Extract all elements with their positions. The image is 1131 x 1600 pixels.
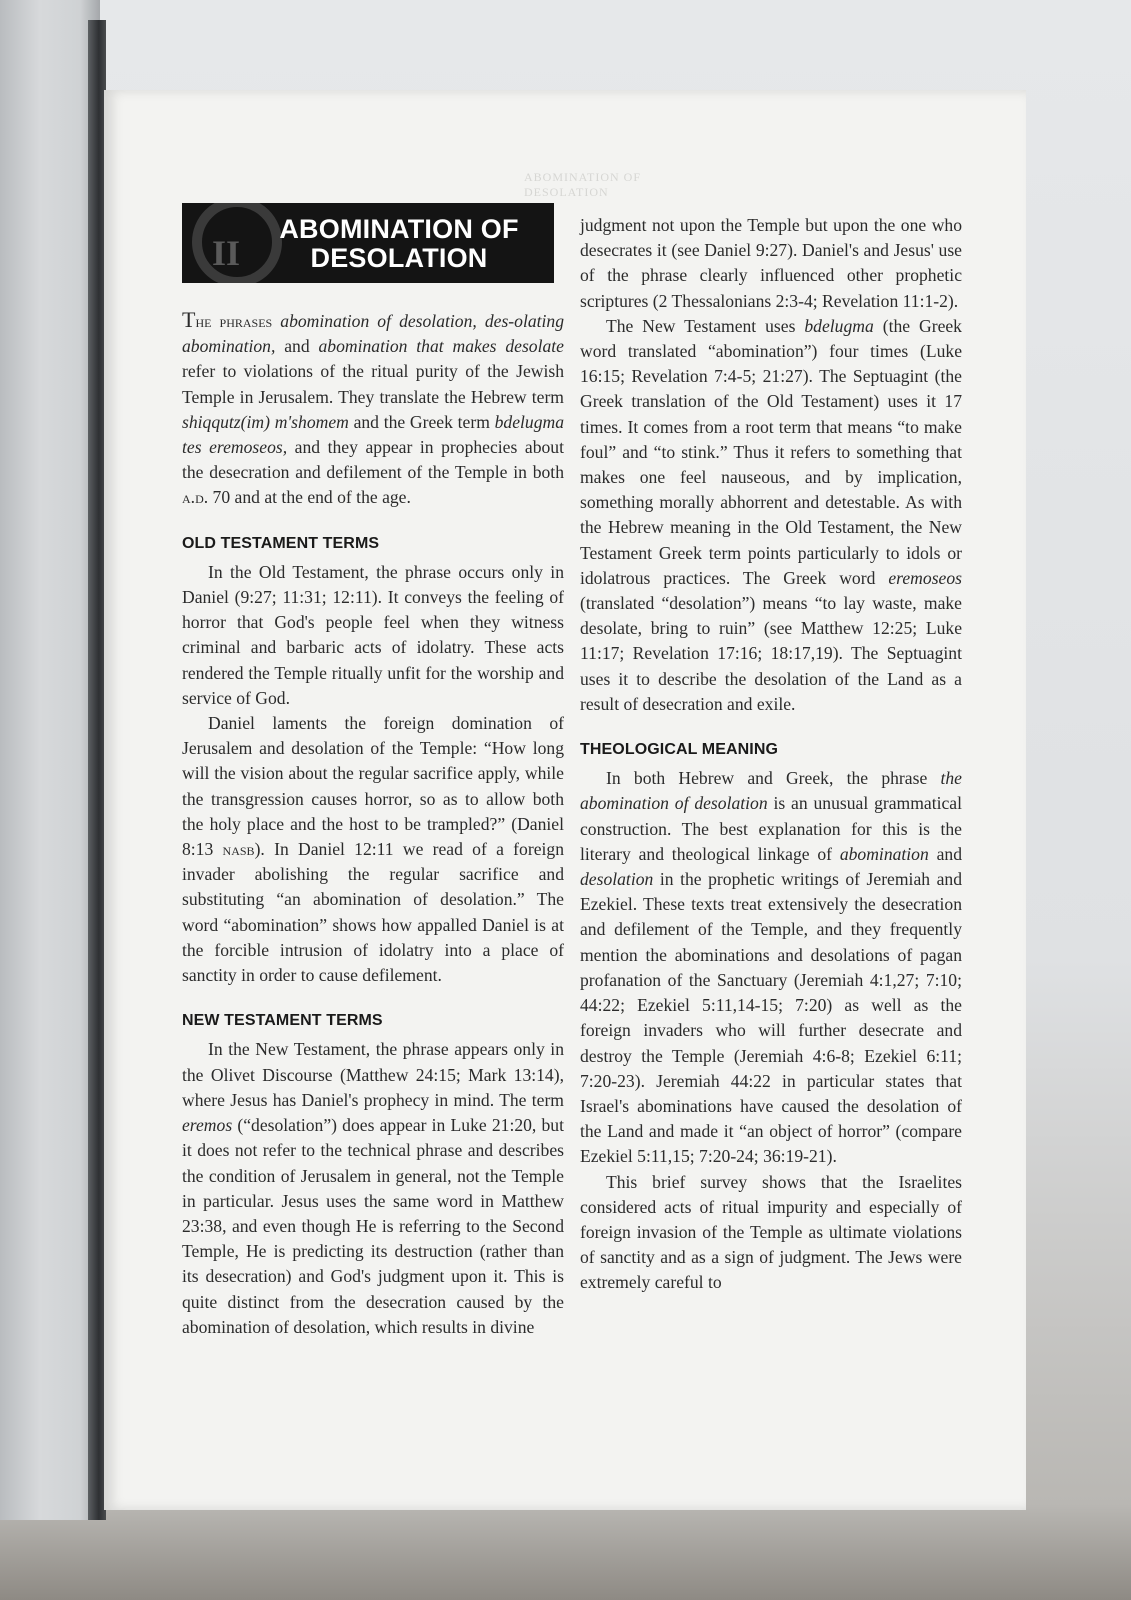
nt-paragraph-1 — [182, 1037, 564, 1339]
heading-old-testament: OLD TESTAMENT TERMS — [182, 534, 380, 552]
drop-cap: T — [182, 307, 196, 332]
theological-paragraph-1 — [580, 766, 962, 1169]
r-p2-text-c: (translated “desolation”) means “to lay waste, make desolate, bring to ruin” (see Matthew 12:25; Luke 11:17; Revelation 17:16; 18:17,19). The Septuagint uses it to describe the desolation of the Land as a result of desecration and exile. — [580, 593, 962, 714]
th-p1-text-d: in the prophetic writings of Jeremiah and Ezekiel. These texts treat extensively the desecration and defilement of the Temple, and they frequently mention the abominations and desolations of pagan profanation of the Sanctuary (Jeremiah 4:1,27; 7:10; 44:22; Ezekiel 5:11,14-15; 7:20) as well as the foreign invaders who will further desecrate and destroy the Temple (Jeremiah 4:6-8; Ezekiel 6:11; 7:20-23). Jeremiah 44:22 in particular states that Israel's abominations have caused the desolation of the Land and made it “an object of horror” (compare Ezekiel 5:11,15; 7:20-24; 36:19-21). — [580, 869, 962, 1167]
intro-italic-5: shiqqutz(im) m'shomem — [182, 411, 349, 432]
intro-era: a.d. — [182, 487, 209, 508]
th-p1-text-a: In both Hebrew and Greek, the phrase — [606, 768, 941, 789]
running-head: ABOMINATION OF DESOLATION — [524, 170, 642, 199]
intro-text-4: refer to violations of the ritual purity of the Jewish Temple in Jerusalem. They translate the Hebrew term — [182, 361, 564, 407]
intro-text-2: and — [275, 336, 319, 357]
th-p1-desolation: desolation — [580, 869, 654, 890]
book-page — [104, 90, 1026, 1510]
roman-numeral-decoration-icon: II — [212, 233, 241, 273]
title-line-1: ABOMINATION OF — [279, 214, 519, 244]
nt-p1-text-a: In the New Testament, the phrase appears only in the Olivet Discourse (Matthew 24:15; Mark 13:14), where Jesus has Daniel's prophecy in mind. The term — [182, 1039, 564, 1110]
title-line-2: DESOLATION — [310, 243, 488, 273]
left-column — [182, 203, 564, 1340]
ot-paragraph-1: In the Old Testament, the phrase occurs only in Daniel (9:27; 11:31; 12:11). It conveys the feeling of horror that God's people feel when they witness criminal and barbaric acts of idolatry. These acts rendered the Temple ritually unfit for the worship and service of God. — [182, 561, 564, 708]
r-p2-text-b: (the Greek word translated “abomination”) four times (Luke 16:15; Revelation 7:4-5; 21:27). The Septuagint (the Greek translation of the Old Testament) uses it 17 times. It comes from a root term that means “to make foul” and “to stink.” Thus it refers to something that makes one feel nauseous, and by implication, something morally abhorrent and detestable. As with the Hebrew meaning in the Old Testament, the New Testament Greek term points particularly to idols or idolatrous practices. The Greek word — [580, 315, 962, 588]
th-p1-phrase: the abomination of desolation — [580, 768, 962, 814]
nt-p1-eremos: eremos — [182, 1115, 233, 1136]
ot-p2-text-a: Daniel laments the foreign domination of Jerusalem and desolation of the Temple: “How long will the vision about the regular sacrifice apply, while the transgression causes horror, so as to allow both the holy place and the host to be trampled?” (Daniel 8:13 — [182, 713, 564, 860]
intro-text-8: and they appear in prophecies about the desecration and defilement of the Temple in both — [182, 437, 564, 483]
ot-paragraph-2 — [182, 711, 564, 988]
th-p1-abomination: abomination — [839, 843, 929, 864]
nt-p1-text-b: (“desolation”) does appear in Luke 21:20, but it does not refer to the technical phrase and describes the condition of Jerusalem in general, not the Temple in particular. Jesus uses the same word in Matthew 23:38, and even though He is referring to the Second Temple, He is predicting its destruction (rather than its desecration) and God's judgment upon it. This is quite distinct from the desecration caused by the abomination of desolation, which results in divine — [182, 1115, 564, 1337]
intro-italic-3: abomination that makes desolate — [318, 336, 564, 357]
r-p2-eremoseos: eremoseos — [888, 567, 962, 588]
intro-italic-7: bdelugma tes eremoseos, — [182, 411, 565, 458]
heading-theological-meaning: THEOLOGICAL MEANING — [580, 741, 779, 759]
intro-italic-1: abomination of desolation, des-olating abomination, — [182, 311, 564, 357]
right-paragraph-2 — [580, 314, 962, 717]
th-p1-text-b: is an unusual grammatical construction. The best explanation for this is the literary and theological linkage of — [580, 793, 962, 864]
ot-p2-text-b: ). In Daniel 12:11 we read of a foreign invader abolishing the regular sacrifice and substituting “an abomination of desolation.” The word “abomination” shows how appalled Daniel is at the forcible intrusion of idolatry into a place of sanctity in order to cause defilement. — [182, 839, 564, 986]
heading-new-testament: NEW TESTAMENT TERMS — [182, 1012, 383, 1030]
intro-text-10: 70 and at the end of the age. — [208, 487, 411, 508]
intro-lead: he phrases — [195, 311, 273, 331]
article-title — [254, 215, 544, 273]
ot-p2-nasb: nasb — [222, 839, 255, 860]
intro-text-6: and the Greek term — [348, 411, 495, 432]
right-paragraph-1: judgment not upon the Temple but upon the one who desecrates it (see Daniel 9:27). Daniel's and Jesus' use of the phrase clearly influenced other prophetic scriptures (2 Thessalonians 2:3-4; Revelation 11:1-2). — [580, 215, 962, 311]
title-banner — [182, 203, 554, 283]
theological-paragraph-2: This brief survey shows that the Israelites considered acts of ritual impurity and especially of foreign invasion of the Temple as ultimate violations of sanctity and as a sign of judgment. The Jews were extremely careful to — [580, 1171, 962, 1293]
facing-page — [0, 0, 100, 1520]
th-p1-text-c: and — [928, 843, 962, 864]
intro-paragraph — [182, 307, 564, 511]
r-p2-text-a: The New Testament uses — [606, 315, 805, 336]
right-column — [580, 213, 962, 1296]
r-p2-bdelugma: bdelugma — [804, 315, 874, 336]
